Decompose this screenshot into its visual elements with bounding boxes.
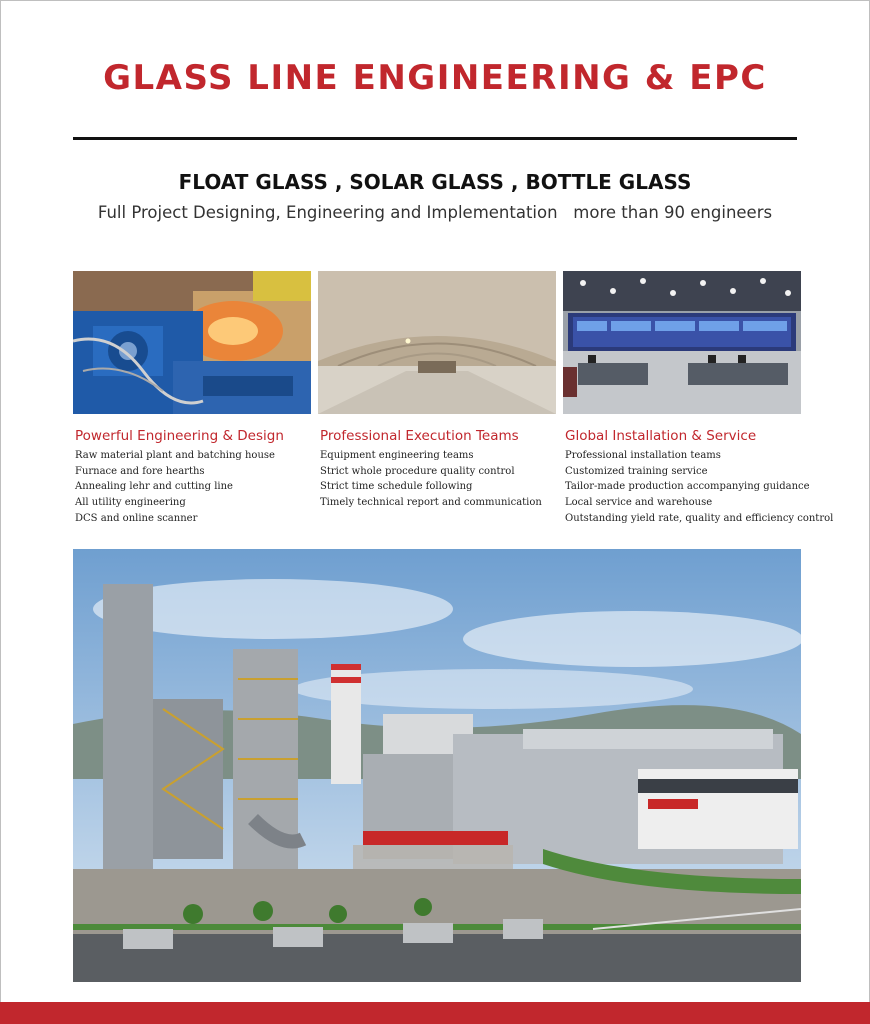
footer-bar xyxy=(0,1002,870,1024)
list-item: Local service and warehouse xyxy=(565,497,713,509)
products-subtitle: FLOAT GLASS , SOLAR GLASS , BOTTLE GLASS xyxy=(178,170,692,194)
list-item: Customized training service xyxy=(565,465,708,477)
tunnel-photo xyxy=(318,271,556,414)
list-item: Outstanding yield rate, quality and efficiency control xyxy=(565,512,834,524)
list-item: DCS and online scanner xyxy=(75,512,198,524)
list-item: Furnace and fore hearths xyxy=(75,465,205,477)
list-item: Professional installation teams xyxy=(565,450,721,461)
installation-list xyxy=(565,448,833,527)
list-item: Annealing lehr and cutting line xyxy=(75,481,233,493)
installation-heading: Global Installation & Service xyxy=(565,428,757,444)
machinery-photo xyxy=(73,271,311,414)
list-item: Strict whole procedure quality control xyxy=(320,465,515,477)
list-item: All utility engineering xyxy=(75,497,186,509)
list-item: Timely technical report and communication xyxy=(320,497,542,509)
list-item: Strict time schedule following xyxy=(320,481,473,493)
feature-column-installation xyxy=(565,428,833,527)
feature-column-execution xyxy=(320,428,542,511)
execution-list xyxy=(320,448,542,511)
page-title: GLASS LINE ENGINEERING & EPC xyxy=(103,58,767,98)
feature-column-engineering xyxy=(75,428,284,527)
execution-heading: Professional Execution Teams xyxy=(320,428,519,444)
services-subtitle: Full Project Designing, Engineering and Implementation more than 90 engineers xyxy=(97,203,773,222)
control-room-photo xyxy=(563,271,801,414)
engineering-list xyxy=(75,448,284,527)
list-item: Equipment engineering teams xyxy=(320,450,474,461)
engineering-heading: Powerful Engineering & Design xyxy=(75,428,284,444)
title-divider xyxy=(73,137,797,140)
list-item: Tailor-made production accompanying guidance xyxy=(565,481,810,493)
factory-photo xyxy=(73,549,801,982)
list-item: Raw material plant and batching house xyxy=(75,450,275,461)
